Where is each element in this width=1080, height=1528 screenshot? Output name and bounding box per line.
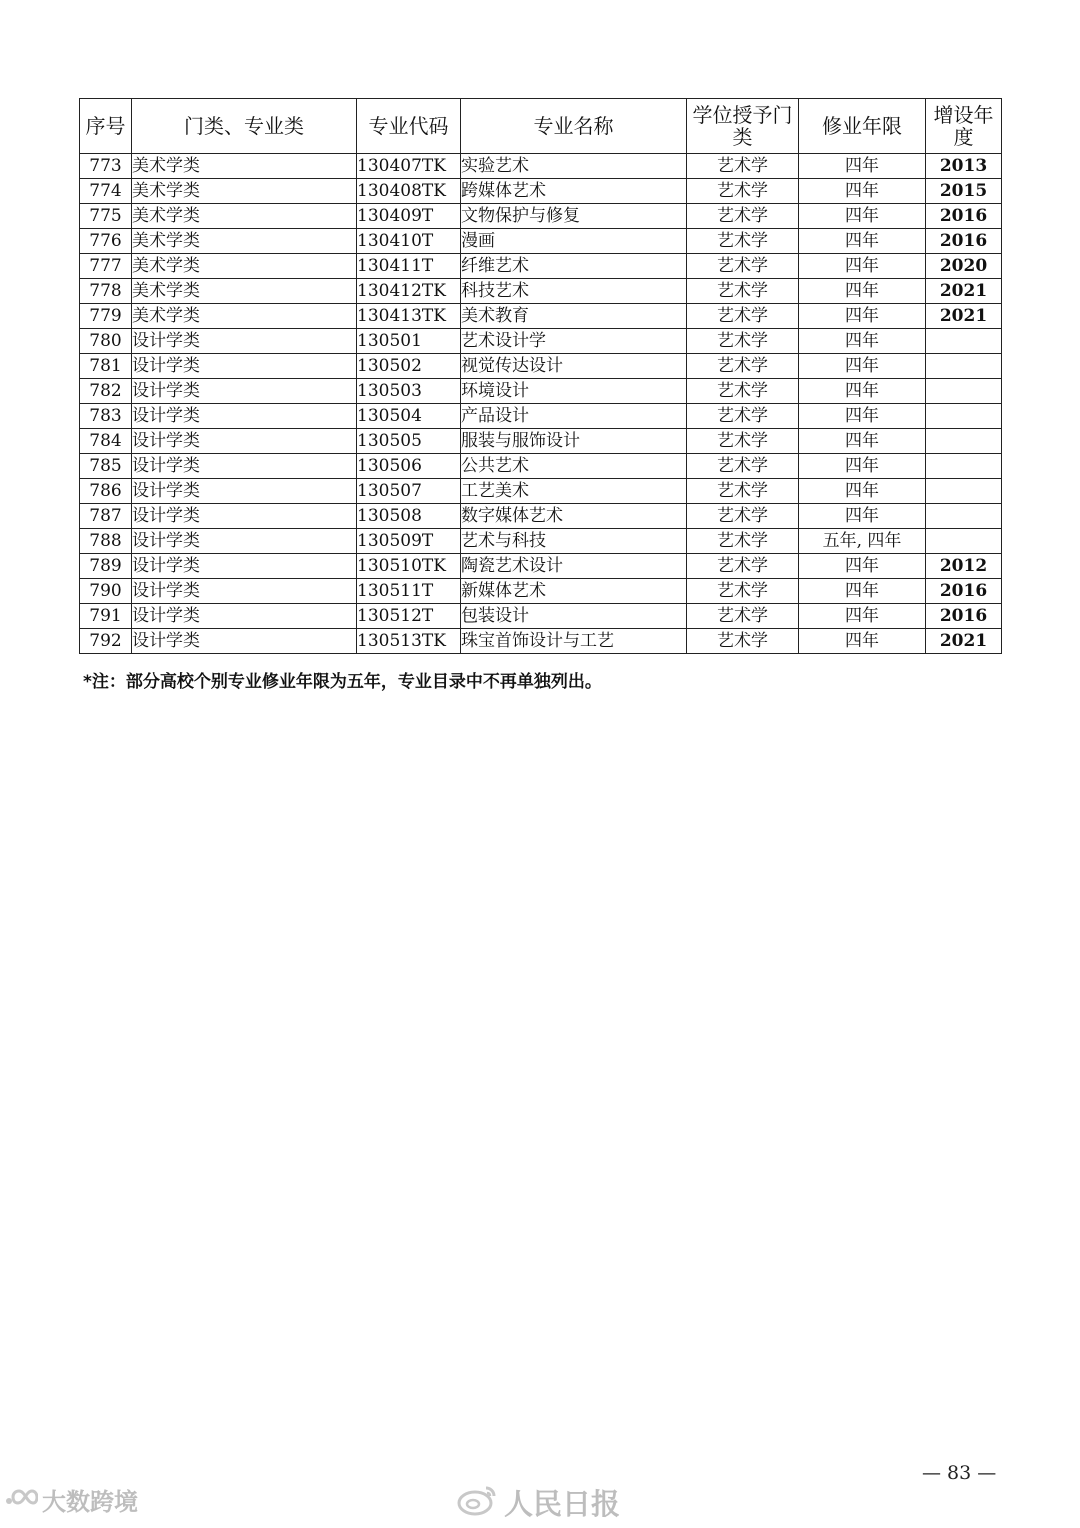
cell-no: 792: [80, 629, 132, 654]
cell-year: 2020: [926, 254, 1002, 279]
cell-degree: 艺术学: [687, 554, 799, 579]
header-duration: 修业年限: [799, 99, 926, 154]
cell-name: 漫画: [461, 229, 687, 254]
cell-name: 新媒体艺术: [461, 579, 687, 604]
cell-category: 美术学类: [132, 179, 357, 204]
cell-duration: 四年: [799, 304, 926, 329]
cell-no: 789: [80, 554, 132, 579]
cell-code: 130505: [357, 429, 461, 454]
cell-code: 130502: [357, 354, 461, 379]
cell-code: 130412TK: [357, 279, 461, 304]
cell-no: 791: [80, 604, 132, 629]
cell-degree: 艺术学: [687, 454, 799, 479]
header-category: 门类、专业类: [132, 99, 357, 154]
table-row: [80, 604, 1002, 629]
cell-name: 科技艺术: [461, 279, 687, 304]
cell-duration: 四年: [799, 379, 926, 404]
cell-duration: 四年: [799, 454, 926, 479]
cell-category: 设计学类: [132, 454, 357, 479]
cell-degree: 艺术学: [687, 404, 799, 429]
cell-year: [926, 429, 1002, 454]
cell-name: 环境设计: [461, 379, 687, 404]
cell-no: 777: [80, 254, 132, 279]
header-degree: 学位授予门类: [687, 99, 799, 154]
cell-degree: 艺术学: [687, 329, 799, 354]
cell-degree: 艺术学: [687, 429, 799, 454]
cell-year: 2016: [926, 604, 1002, 629]
cell-year: [926, 329, 1002, 354]
header-year: 增设年度: [926, 99, 1002, 154]
cell-year: [926, 504, 1002, 529]
table-row: [80, 179, 1002, 204]
table-row: [80, 404, 1002, 429]
cell-category: 美术学类: [132, 154, 357, 179]
cell-category: 美术学类: [132, 204, 357, 229]
cell-code: 130511T: [357, 579, 461, 604]
cell-category: 设计学类: [132, 479, 357, 504]
footnote: *注：部分高校个别专业修业年限为五年，专业目录中不再单独列出。: [83, 672, 602, 692]
cell-degree: 艺术学: [687, 479, 799, 504]
cell-no: 787: [80, 504, 132, 529]
cell-no: 784: [80, 429, 132, 454]
cell-name: 数字媒体艺术: [461, 504, 687, 529]
cell-category: 设计学类: [132, 579, 357, 604]
cell-code: 130512T: [357, 604, 461, 629]
table-row: [80, 204, 1002, 229]
cell-duration: 四年: [799, 429, 926, 454]
cell-code: 130509T: [357, 529, 461, 554]
cell-year: [926, 529, 1002, 554]
cell-duration: 四年: [799, 579, 926, 604]
cell-code: 130411T: [357, 254, 461, 279]
table-row: [80, 529, 1002, 554]
cell-degree: 艺术学: [687, 254, 799, 279]
cell-name: 跨媒体艺术: [461, 179, 687, 204]
table-row: [80, 279, 1002, 304]
table-row: [80, 454, 1002, 479]
table-row: [80, 554, 1002, 579]
cell-duration: 四年: [799, 154, 926, 179]
cell-category: 美术学类: [132, 279, 357, 304]
cell-no: 776: [80, 229, 132, 254]
cell-degree: 艺术学: [687, 154, 799, 179]
cell-degree: 艺术学: [687, 204, 799, 229]
table-row: [80, 329, 1002, 354]
cell-name: 珠宝首饰设计与工艺: [461, 629, 687, 654]
cell-category: 设计学类: [132, 504, 357, 529]
cell-degree: 艺术学: [687, 179, 799, 204]
watermark-right: [456, 1482, 620, 1523]
cell-year: 2015: [926, 179, 1002, 204]
cell-year: 2021: [926, 304, 1002, 329]
infinity-logo-icon: [4, 1486, 42, 1514]
cell-name: 公共艺术: [461, 454, 687, 479]
cell-no: 773: [80, 154, 132, 179]
cell-category: 美术学类: [132, 254, 357, 279]
cell-duration: 四年: [799, 204, 926, 229]
cell-year: 2016: [926, 579, 1002, 604]
cell-duration: 四年: [799, 604, 926, 629]
cell-code: 130407TK: [357, 154, 461, 179]
cell-duration: 四年: [799, 254, 926, 279]
cell-name: 文物保护与修复: [461, 204, 687, 229]
cell-degree: 艺术学: [687, 579, 799, 604]
table-row: [80, 429, 1002, 454]
cell-no: 790: [80, 579, 132, 604]
cell-duration: 四年: [799, 279, 926, 304]
cell-category: 设计学类: [132, 604, 357, 629]
cell-duration: 四年: [799, 479, 926, 504]
cell-name: 纤维艺术: [461, 254, 687, 279]
cell-duration: 四年: [799, 329, 926, 354]
cell-name: 艺术设计学: [461, 329, 687, 354]
cell-name: 包装设计: [461, 604, 687, 629]
table-row: [80, 379, 1002, 404]
cell-degree: 艺术学: [687, 304, 799, 329]
header-code: 专业代码: [357, 99, 461, 154]
header-name: 专业名称: [461, 99, 687, 154]
cell-year: 2016: [926, 229, 1002, 254]
table-body: [80, 154, 1002, 654]
cell-name: 服装与服饰设计: [461, 429, 687, 454]
cell-code: 130510TK: [357, 554, 461, 579]
header-no: 序号: [80, 99, 132, 154]
cell-duration: 五年, 四年: [799, 529, 926, 554]
cell-code: 130503: [357, 379, 461, 404]
cell-code: 130513TK: [357, 629, 461, 654]
cell-category: 美术学类: [132, 304, 357, 329]
table-row: [80, 579, 1002, 604]
cell-name: 实验艺术: [461, 154, 687, 179]
cell-category: 设计学类: [132, 354, 357, 379]
cell-code: 130506: [357, 454, 461, 479]
cell-year: [926, 479, 1002, 504]
cell-name: 美术教育: [461, 304, 687, 329]
cell-no: 781: [80, 354, 132, 379]
cell-code: 130508: [357, 504, 461, 529]
watermark-right-text: 人民日报: [504, 1487, 621, 1521]
cell-no: 775: [80, 204, 132, 229]
table-row: [80, 504, 1002, 529]
cell-category: 设计学类: [132, 329, 357, 354]
cell-name: 产品设计: [461, 404, 687, 429]
table-row: [80, 229, 1002, 254]
cell-year: [926, 404, 1002, 429]
page-number: — 83 —: [922, 1462, 997, 1484]
cell-code: 130504: [357, 404, 461, 429]
cell-no: 780: [80, 329, 132, 354]
cell-duration: 四年: [799, 629, 926, 654]
table-row: [80, 479, 1002, 504]
cell-category: 设计学类: [132, 529, 357, 554]
cell-code: 130501: [357, 329, 461, 354]
watermark-left: [4, 1482, 138, 1517]
cell-duration: 四年: [799, 229, 926, 254]
cell-degree: 艺术学: [687, 504, 799, 529]
cell-duration: 四年: [799, 354, 926, 379]
cell-year: 2013: [926, 154, 1002, 179]
cell-duration: 四年: [799, 554, 926, 579]
cell-category: 美术学类: [132, 229, 357, 254]
cell-category: 设计学类: [132, 629, 357, 654]
cell-code: 130507: [357, 479, 461, 504]
cell-code: 130410T: [357, 229, 461, 254]
major-catalog-table: [79, 98, 1002, 654]
cell-degree: 艺术学: [687, 529, 799, 554]
cell-category: 设计学类: [132, 554, 357, 579]
cell-name: 视觉传达设计: [461, 354, 687, 379]
cell-name: 陶瓷艺术设计: [461, 554, 687, 579]
cell-year: 2012: [926, 554, 1002, 579]
cell-year: [926, 379, 1002, 404]
table-header-row: [80, 99, 1002, 154]
table-row: [80, 154, 1002, 179]
cell-name: 艺术与科技: [461, 529, 687, 554]
cell-duration: 四年: [799, 404, 926, 429]
cell-degree: 艺术学: [687, 354, 799, 379]
cell-degree: 艺术学: [687, 604, 799, 629]
cell-code: 130408TK: [357, 179, 461, 204]
cell-code: 130413TK: [357, 304, 461, 329]
cell-no: 778: [80, 279, 132, 304]
cell-no: 786: [80, 479, 132, 504]
cell-no: 774: [80, 179, 132, 204]
cell-degree: 艺术学: [687, 379, 799, 404]
cell-name: 工艺美术: [461, 479, 687, 504]
cell-no: 785: [80, 454, 132, 479]
cell-duration: 四年: [799, 179, 926, 204]
cell-no: 779: [80, 304, 132, 329]
cell-year: [926, 454, 1002, 479]
cell-degree: 艺术学: [687, 279, 799, 304]
cell-year: [926, 354, 1002, 379]
table-row: [80, 304, 1002, 329]
cell-duration: 四年: [799, 504, 926, 529]
table-row: [80, 629, 1002, 654]
cell-no: 783: [80, 404, 132, 429]
cell-year: 2021: [926, 629, 1002, 654]
cell-year: 2021: [926, 279, 1002, 304]
cell-degree: 艺术学: [687, 229, 799, 254]
cell-code: 130409T: [357, 204, 461, 229]
cell-year: 2016: [926, 204, 1002, 229]
watermark-left-text: 大数跨境: [42, 1488, 138, 1516]
table-row: [80, 354, 1002, 379]
cell-category: 设计学类: [132, 429, 357, 454]
cell-no: 788: [80, 529, 132, 554]
cell-category: 设计学类: [132, 379, 357, 404]
cell-no: 782: [80, 379, 132, 404]
cell-category: 设计学类: [132, 404, 357, 429]
weibo-icon: [456, 1482, 504, 1523]
cell-degree: 艺术学: [687, 629, 799, 654]
table-row: [80, 254, 1002, 279]
